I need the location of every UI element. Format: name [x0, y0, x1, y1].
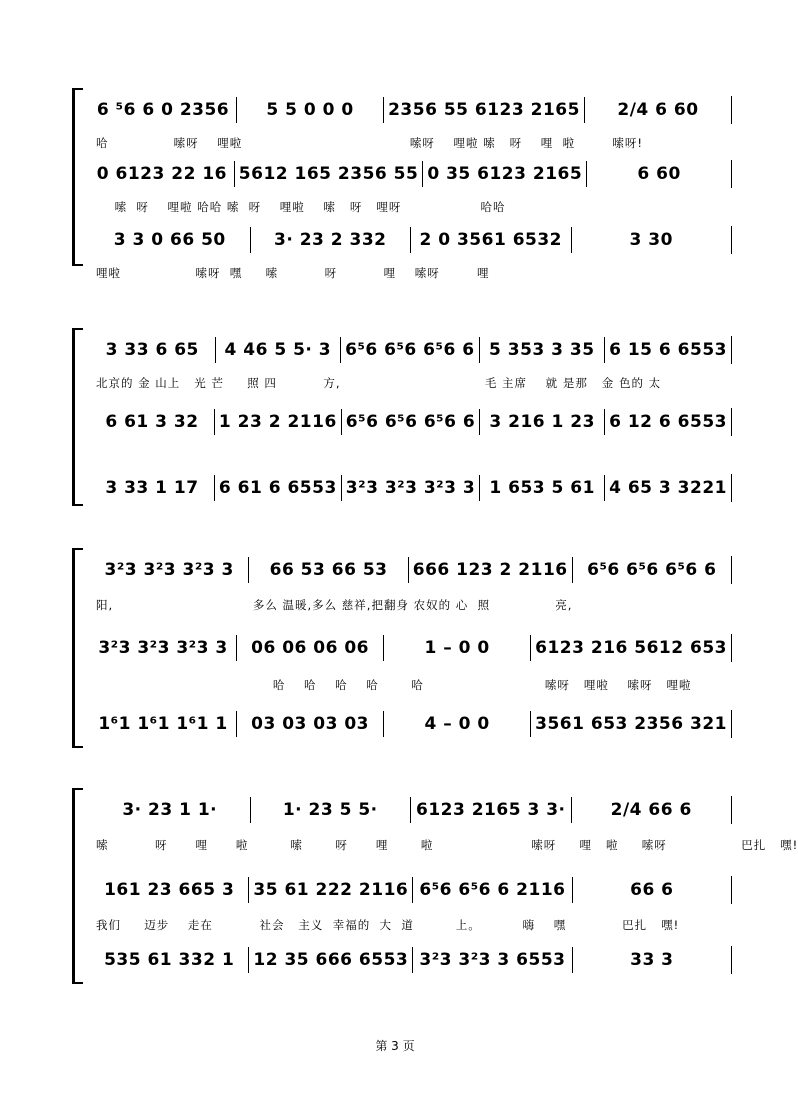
measure: 6 60	[587, 161, 732, 187]
lyric-line: 哈 嗦呀 哩啦 嗦呀 哩啦 嗦 呀 哩 啦 嗦呀!	[96, 136, 643, 150]
measure: 2/4 6 60	[585, 97, 732, 123]
lyric-line: 阳, 多么 温暖,多么 慈祥,把翻身 农奴的 心 照 亮,	[96, 598, 573, 612]
system-brace	[72, 548, 83, 748]
measure: 3 3 0 66 50	[90, 227, 251, 253]
measure: 5 5 0 0 0	[237, 97, 384, 123]
staff-row-middle	[90, 630, 732, 666]
staff-row-bottom	[90, 942, 732, 978]
measure: 3 33 1 17	[90, 475, 215, 501]
measure: 03 03 03 03	[237, 711, 384, 737]
measure: 3²3 3²3 3²3 3	[90, 635, 237, 661]
system-1	[72, 88, 732, 280]
measure: 6 61 6 6553	[215, 475, 342, 501]
measure: 66 53 66 53	[249, 557, 408, 583]
measure: 4 – 0 0	[384, 711, 531, 737]
measure: 3· 23 1 1·	[90, 797, 251, 823]
measure: 33 3	[573, 947, 732, 973]
system-2	[72, 328, 732, 506]
staff-row-bottom	[90, 470, 732, 506]
measure: 6 ⁵6 6 0 2356	[90, 97, 237, 123]
measure: 6 61 3 32	[90, 409, 215, 435]
staff-row-middle	[90, 872, 732, 908]
measure: 5612 165 2356 55	[235, 161, 424, 187]
measure: 6 12 6 6553	[605, 409, 732, 435]
measure: 3 30	[572, 227, 733, 253]
measure: 1 23 2 2116	[215, 409, 342, 435]
measure: 3 33 6 65	[90, 337, 216, 363]
measure: 3²3 3²3 3 6553	[413, 947, 572, 973]
lyric-line: 嗦 呀 哩啦 哈哈 嗦 呀 哩啦 嗦 呀 哩呀 哈哈	[96, 200, 506, 214]
measure: 2/4 66 6	[572, 797, 733, 823]
measure: 6⁵6 6⁵6 6⁵6 6	[341, 337, 479, 363]
measure: 3 216 1 23	[480, 409, 605, 435]
lyric-line: 嗦 呀 哩 啦 嗦 呀 哩 啦 嗦呀 哩 啦 嗦呀 巴扎 嘿!	[96, 838, 798, 852]
measure: 6⁵6 6⁵6 6⁵6 6	[573, 557, 732, 583]
staff-row-top	[90, 332, 732, 368]
measure: 4 65 3 3221	[605, 475, 732, 501]
staff-row-top	[90, 792, 732, 828]
measure: 12 35 666 6553	[249, 947, 413, 973]
measure: 6⁵6 6⁵6 6 2116	[413, 877, 572, 903]
measure: 6⁵6 6⁵6 6⁵6 6	[342, 409, 480, 435]
measure: 1 653 5 61	[480, 475, 605, 501]
measure: 2356 55 6123 2165	[384, 97, 585, 123]
measure: 0 6123 22 16	[90, 161, 235, 187]
system-brace	[72, 88, 83, 266]
measure: 3561 653 2356 321	[531, 711, 732, 737]
system-brace	[72, 788, 83, 984]
measure: 06 06 06 06	[237, 635, 384, 661]
measure: 5 353 3 35	[480, 337, 606, 363]
measure: 4 46 5 5· 3	[216, 337, 342, 363]
measure: 161 23 665 3	[90, 877, 249, 903]
measure: 6123 216 5612 653	[531, 635, 732, 661]
measure: 35 61 222 2116	[249, 877, 413, 903]
measure: 0 35 6123 2165	[423, 161, 587, 187]
lyric-line: 我们 迈步 走在 社会 主义 幸福的 大 道 上。 嗨 嘿 巴扎 嘿!	[96, 918, 680, 932]
measure: 3· 23 2 332	[251, 227, 412, 253]
measure: 666 123 2 2116	[409, 557, 573, 583]
staff-row-bottom	[90, 222, 732, 258]
staff-row-bottom	[90, 706, 732, 742]
measure: 6 15 6 6553	[605, 337, 732, 363]
lyric-line: 哈 哈 哈 哈 哈 嗦呀 哩啦 嗦呀 哩啦	[96, 678, 692, 692]
lyric-line: 北京的 金 山上 光 芒 照 四 方, 毛 主席 就 是那 金 色的 太	[96, 376, 662, 390]
measure: 535 61 332 1	[90, 947, 249, 973]
measure: 6123 2165 3 3·	[411, 797, 572, 823]
measure: 2 0 3561 6532	[411, 227, 572, 253]
page-number: 第 3 页	[375, 1039, 415, 1053]
measure: 3²3 3²3 3²3 3	[342, 475, 480, 501]
system-4	[72, 788, 798, 984]
measure: 1 – 0 0	[384, 635, 531, 661]
measure: 1· 23 5 5·	[251, 797, 412, 823]
staff-row-middle	[90, 404, 732, 440]
system-3	[72, 548, 732, 748]
system-brace	[72, 328, 83, 506]
staff-row-top	[90, 92, 732, 128]
staff-row-middle	[90, 156, 732, 192]
lyric-line: 哩啦 嗦呀 嘿 嗦 呀 哩 嗦呀 哩	[96, 266, 490, 280]
measure: 1⁶1 1⁶1 1⁶1 1	[90, 711, 237, 737]
staff-row-top	[90, 552, 732, 588]
measure: 3²3 3²3 3²3 3	[90, 557, 249, 583]
measure: 66 6	[573, 877, 732, 903]
